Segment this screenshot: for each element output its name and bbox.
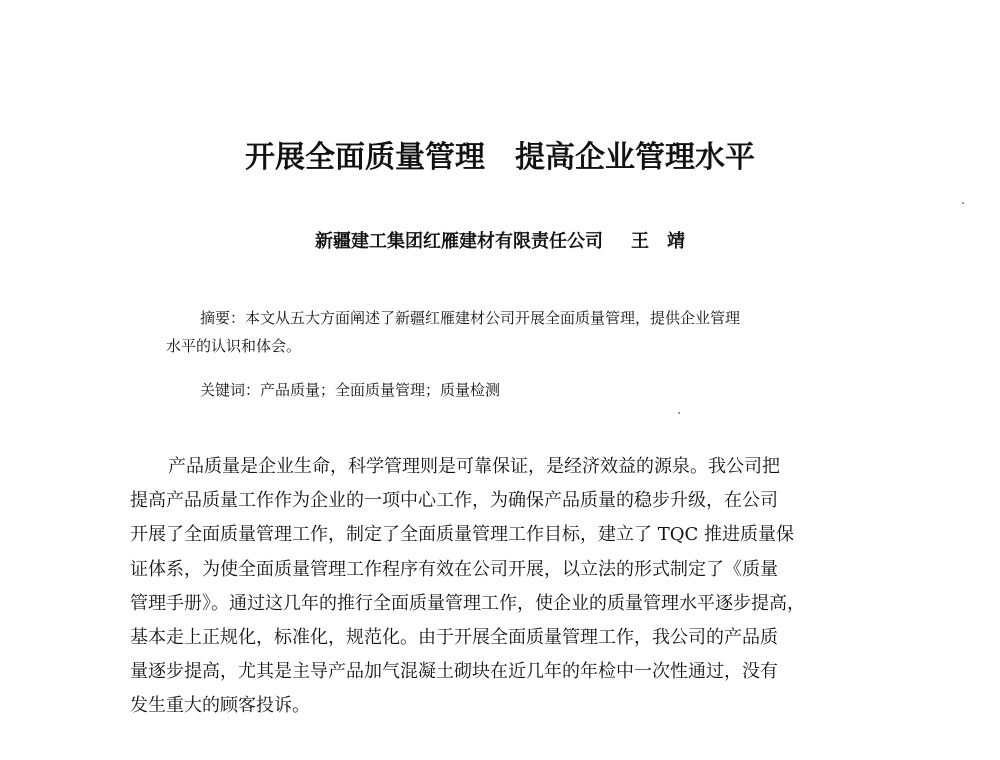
body-line: 基本走上正规化，标准化，规范化。由于开展全面质量管理工作，我公司的产品质 — [130, 627, 778, 649]
author-organization: 新疆建工集团红雁建材有限责任公司 — [315, 231, 603, 252]
body-line: 量逐步提高，尤其是主导产品加气混凝土砌块在近几年的年检中一次性通过，没有 — [130, 661, 778, 683]
abstract-line-1: 摘要：本文从五大方面阐述了新疆红雁建材公司开展全面质量管理，提供企业管理 — [200, 309, 741, 327]
author-name: 王 靖 — [631, 231, 685, 252]
author-line — [0, 228, 1000, 256]
body-line: 证体系，为使全面质量管理工作程序有效在公司开展，以立法的形式制定了《质量 — [130, 558, 778, 580]
document-title — [0, 136, 1000, 180]
abstract — [166, 304, 836, 360]
body-line: 提高产品质量工作作为企业的一项中心工作，为确保产品质量的稳步升级，在公司 — [130, 490, 778, 512]
title-part-2: 提高企业管理水平 — [515, 140, 755, 175]
body-line: 发生重大的顾客投诉。 — [130, 695, 310, 717]
title-part-1: 开展全面质量管理 — [245, 140, 485, 175]
body-line: 开展了全面质量管理工作，制定了全面质量管理工作目标，建立了 TQC 推进质量保 — [130, 524, 794, 546]
body-line: 产品质量是企业生命，科学管理则是可靠保证，是经济效益的源泉。我公司把 — [168, 456, 780, 477]
scan-speck — [962, 202, 964, 204]
body-line: 管理手册》。通过这几年的推行全面质量管理工作，使企业的质量管理水平逐步提高， — [130, 592, 805, 614]
keywords: 关键词：产品质量；全面质量管理；质量检测 — [200, 381, 501, 399]
abstract-line-2: 水平的认识和体会。 — [166, 337, 302, 355]
scan-speck — [678, 412, 680, 414]
body-paragraph — [130, 450, 870, 724]
